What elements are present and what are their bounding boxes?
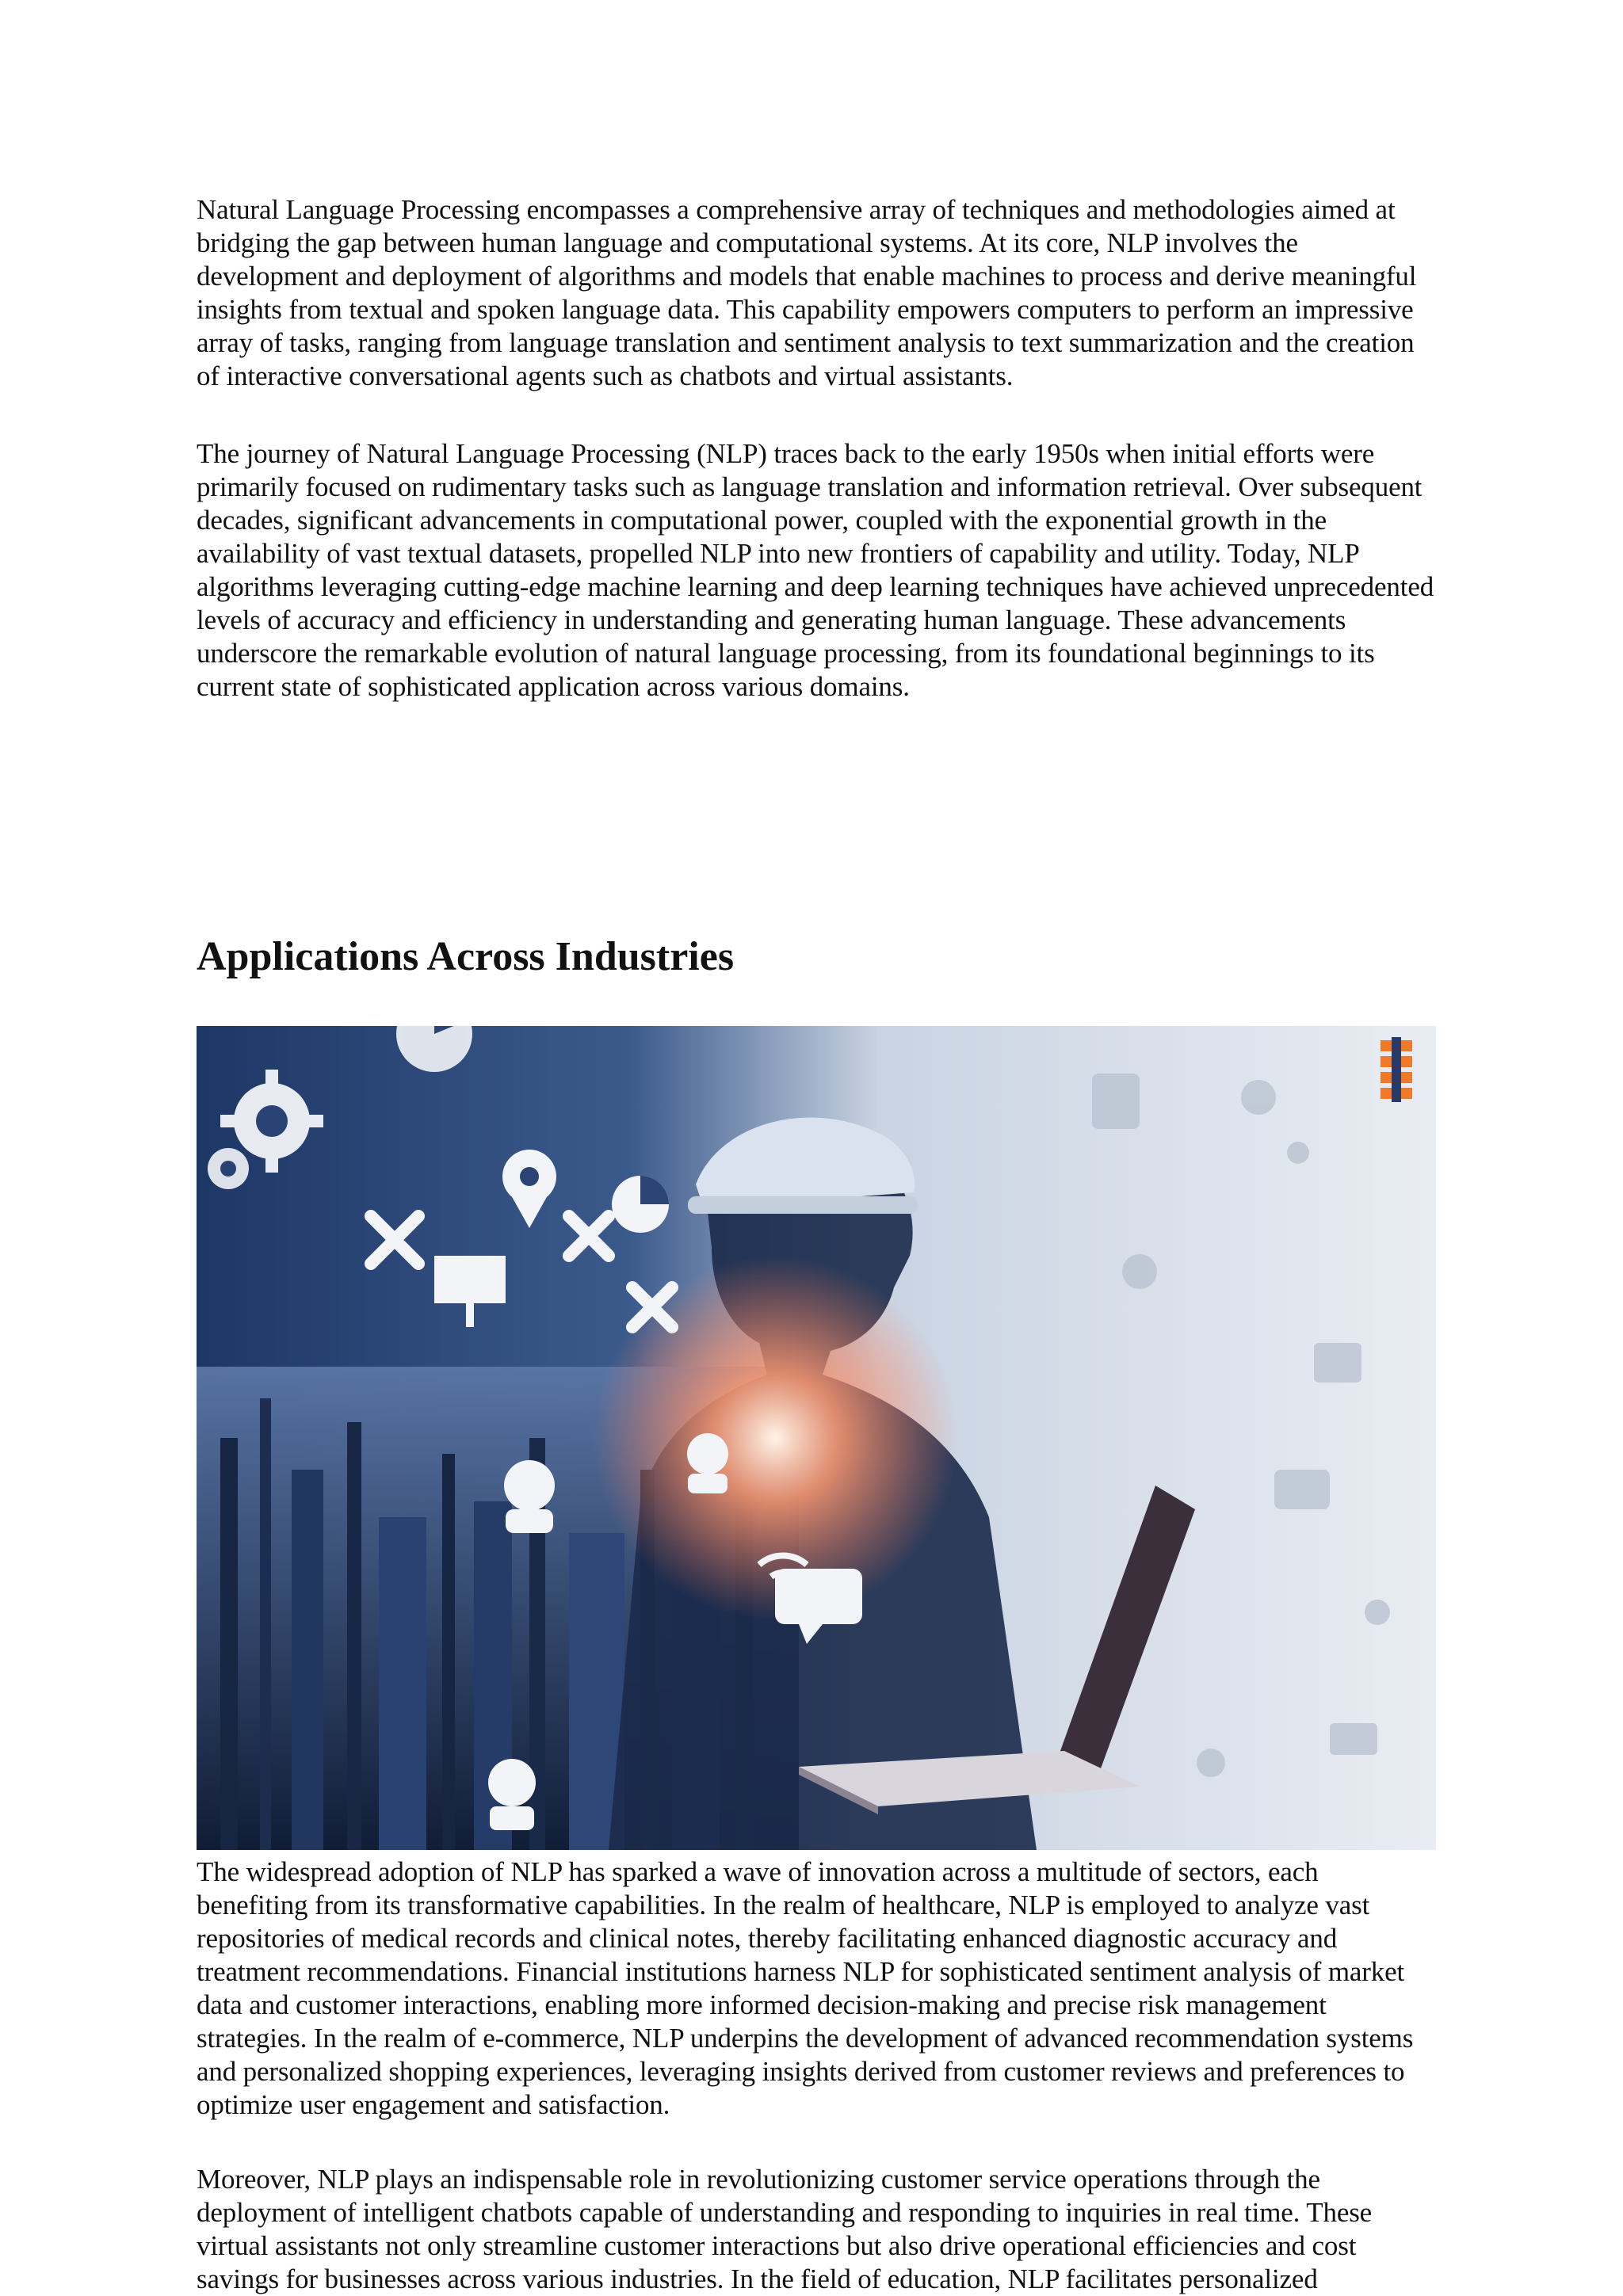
paragraph-intro: Natural Language Processing encompasses a comprehensive array of techniques and methodologies aimed at bridging the gap between human language and computational systems. At its core, NLP involves the development and deployment of algorithms and models that enable machines to process and derive meaningful insights from textual and spoken language data. This capability empowers computers to perform an impressive array of tasks, ranging from language translation and sentiment analysis to text summarization and the creation of interactive conversational agents such as chatbots and virtual assistants. — [197, 194, 1417, 391]
paragraph-customer-service: Moreover, NLP plays an indispensable role in revolutionizing customer service operations through the deployment of intelligent chatbots capable of understanding and responding to inquiries in real time. These virtual assistants not only streamline customer interactions but also drive operational efficiencies and cost savings for businesses across various industries. In the field of education, NLP facilitates personalized — [197, 2164, 1373, 2294]
paragraph-applications: The widespread adoption of NLP has sparked a wave of innovation across a multitude of sectors, each benefiting from its transformative capabilities. In the realm of healthcare, NLP is employed to analyze vast repositories of medical records and clinical notes, thereby facilitating enhanced diagnostic accuracy and treatment recommendations. Financial institutions harness NLP for sophisticated sentiment analysis of market data and customer interactions, enabling more informed decision-making and precise risk management strategies. In the realm of e-commerce, NLP underpins the development of advanced recommendation systems and personalized shopping experiences, leveraging insights derived from customer reviews and preferences to optimize user engagement and satisfaction. — [197, 1856, 1414, 2120]
paragraph-history: The journey of Natural Language Processing (NLP) traces back to the early 1950s when initial efforts were primarily focused on rudimentary tasks such as language translation and information retrieval. Over subsequent decades, significant advancements in computational power, coupled with the exponential growth in the availability of vast textual datasets, propelled NLP into new frontiers of capability and utility. Today, NLP algorithms leveraging cutting-edge machine learning and deep learning techniques have achieved unprecedented levels of accuracy and efficiency in understanding and generating human language. These advancements underscore the remarkable evolution of natural language processing, from its foundational beginnings to its current state of sophisticated application across various domains. — [197, 438, 1434, 702]
section-heading: Applications Across Industries — [197, 934, 735, 979]
gear-small-icon — [208, 1148, 249, 1189]
industry-illustration — [197, 1026, 1436, 1850]
pie-chart-small-icon — [612, 1176, 669, 1233]
